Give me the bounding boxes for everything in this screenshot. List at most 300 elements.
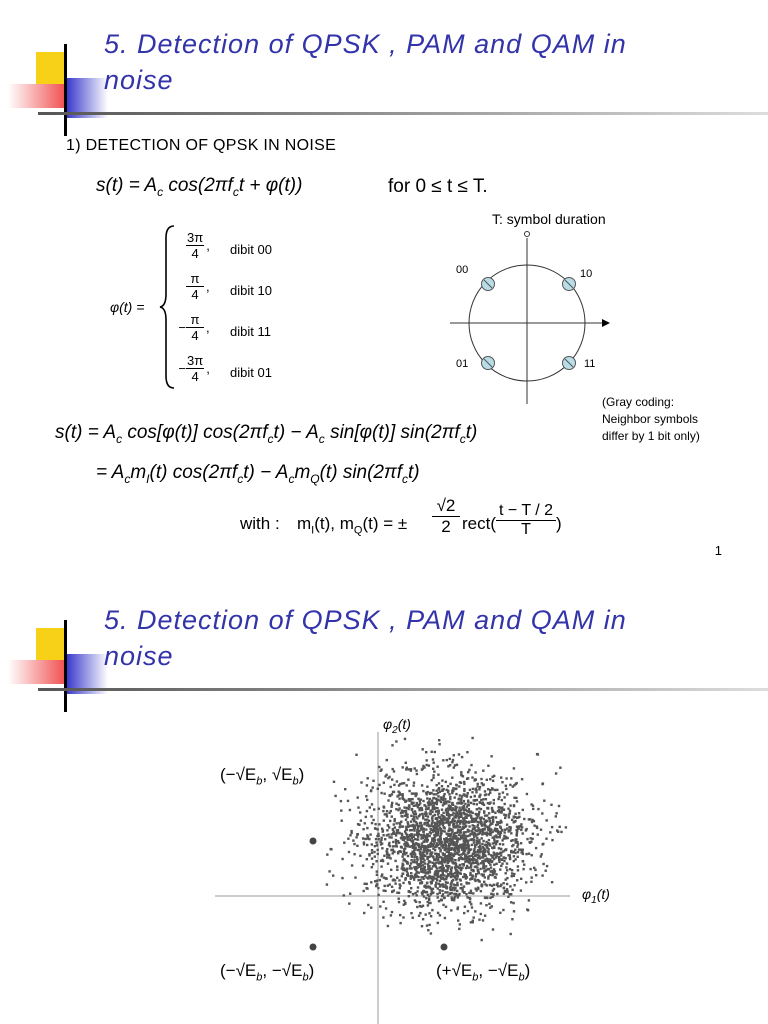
eq-part: (t), m xyxy=(314,514,354,533)
noise-sample xyxy=(493,852,495,854)
noise-sample xyxy=(372,780,374,782)
noise-sample xyxy=(513,873,515,875)
noise-sample xyxy=(468,845,470,847)
noise-sample xyxy=(498,853,500,855)
noise-sample xyxy=(467,861,469,863)
noise-sample xyxy=(419,814,421,816)
noise-sample xyxy=(430,932,432,934)
noise-sample xyxy=(458,928,460,930)
noise-sample xyxy=(551,826,553,828)
noise-sample xyxy=(493,802,495,804)
noise-sample xyxy=(456,822,458,824)
noise-sample xyxy=(498,806,500,808)
noise-sample xyxy=(532,808,534,810)
noise-sample xyxy=(500,854,502,856)
noise-sample xyxy=(413,878,415,880)
noise-sample xyxy=(457,845,459,847)
noise-sample xyxy=(442,759,444,761)
noise-sample xyxy=(417,864,419,866)
noise-sample xyxy=(360,781,362,783)
noise-sample xyxy=(511,875,513,877)
noise-sample xyxy=(423,766,425,768)
noise-sample xyxy=(473,916,475,918)
noise-sample xyxy=(434,823,436,825)
axis-sym: φ xyxy=(383,716,393,732)
noise-sample xyxy=(453,809,455,811)
frac-num: √2 xyxy=(432,496,460,517)
noise-sample xyxy=(378,823,380,825)
noise-sample xyxy=(474,778,476,780)
noise-sample xyxy=(438,816,440,818)
noise-sample xyxy=(470,892,472,894)
noise-sample xyxy=(502,791,504,793)
noise-sample xyxy=(492,893,494,895)
noise-sample xyxy=(479,801,481,803)
noise-sample xyxy=(512,902,514,904)
noise-sample xyxy=(503,887,505,889)
noise-sample xyxy=(399,922,401,924)
noise-sample xyxy=(373,851,375,853)
noise-sample xyxy=(456,784,458,786)
noise-sample xyxy=(444,891,446,893)
case-dibit: dibit 00 xyxy=(230,242,272,257)
noise-sample xyxy=(511,872,513,874)
case-den: 4 xyxy=(191,328,199,343)
noise-sample xyxy=(481,843,483,845)
noise-sample xyxy=(442,869,444,871)
noise-sample xyxy=(478,796,480,798)
noise-sample xyxy=(487,828,489,830)
noise-sample xyxy=(415,867,417,869)
noise-sample xyxy=(421,925,423,927)
noise-sample xyxy=(410,821,412,823)
noise-sample xyxy=(417,826,419,828)
noise-sample xyxy=(535,847,537,849)
noise-sample xyxy=(377,849,379,851)
noise-sample xyxy=(387,824,389,826)
noise-sample xyxy=(450,828,452,830)
noise-sample xyxy=(434,814,436,816)
noise-sample xyxy=(430,868,432,870)
noise-sample xyxy=(551,881,553,883)
noise-sample xyxy=(398,832,400,834)
note-line: (Gray coding: xyxy=(602,395,675,409)
noise-sample xyxy=(406,843,408,845)
noise-sample xyxy=(461,795,463,797)
noise-sample xyxy=(430,825,432,827)
noise-sample xyxy=(458,798,460,800)
noise-sample xyxy=(498,796,500,798)
noise-sample xyxy=(466,778,468,780)
noise-sample xyxy=(350,830,352,832)
noise-sample xyxy=(483,874,485,876)
noise-sample xyxy=(474,833,476,835)
noise-sample xyxy=(366,810,368,812)
noise-sample xyxy=(437,839,439,841)
case-sign: − xyxy=(178,320,186,335)
noise-sample xyxy=(478,919,480,921)
noise-sample xyxy=(445,838,447,840)
noise-sample xyxy=(517,869,519,871)
noise-sample xyxy=(502,850,504,852)
noise-sample xyxy=(419,879,421,881)
noise-sample xyxy=(380,875,382,877)
noise-sample xyxy=(475,791,477,793)
noise-sample xyxy=(442,821,444,823)
noise-sample xyxy=(413,782,415,784)
noise-sample xyxy=(388,812,390,814)
noise-sample xyxy=(383,855,385,857)
noise-sample xyxy=(456,806,458,808)
noise-sample xyxy=(473,878,475,880)
noise-sample xyxy=(402,798,404,800)
noise-sample xyxy=(457,866,459,868)
eq-part: t) xyxy=(465,422,478,443)
noise-sample xyxy=(451,831,453,833)
noise-sample xyxy=(464,906,466,908)
noise-sample xyxy=(431,779,433,781)
noise-sample xyxy=(424,835,426,837)
noise-sample xyxy=(419,912,421,914)
noise-sample xyxy=(439,892,441,894)
noise-sample xyxy=(521,826,523,828)
noise-sample xyxy=(478,829,480,831)
noise-sample xyxy=(422,845,424,847)
noise-sample xyxy=(432,855,434,857)
noise-sample xyxy=(378,808,380,810)
noise-sample xyxy=(370,790,372,792)
noise-sample xyxy=(439,880,441,882)
noise-sample xyxy=(487,875,489,877)
noise-sample xyxy=(391,891,393,893)
noise-sample xyxy=(366,784,368,786)
noise-sample xyxy=(516,800,518,802)
noise-sample xyxy=(421,842,423,844)
noise-sample xyxy=(439,861,441,863)
noise-sample xyxy=(426,882,428,884)
frac-den: 2 xyxy=(441,517,451,536)
noise-sample xyxy=(374,827,376,829)
label-01: 01 xyxy=(456,358,469,370)
noise-sample xyxy=(370,881,372,883)
noise-sample xyxy=(332,874,334,876)
x-axis-label xyxy=(582,886,610,906)
noise-sample xyxy=(488,903,490,905)
noise-sample xyxy=(436,766,438,768)
case-fraction xyxy=(186,271,204,302)
noise-sample xyxy=(425,876,427,878)
case-dibit: dibit 10 xyxy=(230,283,272,298)
noise-sample xyxy=(473,841,475,843)
noise-sample xyxy=(496,893,498,895)
noise-sample xyxy=(486,779,488,781)
noise-sample xyxy=(429,861,431,863)
noise-sample xyxy=(439,850,441,852)
noise-sample xyxy=(513,804,515,806)
noise-scatter-plot xyxy=(0,576,768,1024)
noise-sample xyxy=(492,928,494,930)
noise-sample xyxy=(429,902,431,904)
noise-sample xyxy=(426,793,428,795)
noise-sample xyxy=(432,758,434,760)
noise-sample xyxy=(500,827,502,829)
noise-sample xyxy=(386,848,388,850)
noise-sample xyxy=(416,773,418,775)
noise-sample xyxy=(405,800,407,802)
eq-part: m xyxy=(294,462,311,483)
noise-sample xyxy=(446,833,448,835)
noise-sample xyxy=(436,810,438,812)
noise-sample xyxy=(470,865,472,867)
noise-sample xyxy=(496,841,498,843)
noise-sample xyxy=(486,814,488,816)
noise-sample xyxy=(426,833,428,835)
title-line-1: 5. Detection of QPSK , PAM and QAM in xyxy=(104,605,627,635)
noise-sample xyxy=(382,901,384,903)
noise-sample xyxy=(402,795,404,797)
noise-sample xyxy=(468,850,470,852)
noise-sample xyxy=(403,851,405,853)
noise-sample xyxy=(426,858,428,860)
qpsk-constellation xyxy=(440,226,620,412)
noise-sample xyxy=(401,782,403,784)
noise-sample xyxy=(436,875,438,877)
noise-sample xyxy=(412,802,414,804)
noise-sample xyxy=(432,789,434,791)
noise-sample xyxy=(445,906,447,908)
phase-case-1: $\frac{\pi}{4}$ , dibit 10 xyxy=(176,271,210,302)
noise-sample xyxy=(536,825,538,827)
noise-sample xyxy=(485,798,487,800)
noise-sample xyxy=(448,865,450,867)
noise-sample xyxy=(456,878,458,880)
noise-sample xyxy=(499,843,501,845)
noise-sample xyxy=(526,838,528,840)
noise-sample xyxy=(509,858,511,860)
noise-sample xyxy=(537,808,539,810)
noise-sample xyxy=(518,812,520,814)
noise-sample xyxy=(493,872,495,874)
noise-sample xyxy=(411,809,413,811)
noise-sample xyxy=(530,881,532,883)
noise-sample xyxy=(396,822,398,824)
noise-sample xyxy=(500,820,502,822)
noise-sample xyxy=(476,814,478,816)
noise-sample xyxy=(353,843,355,845)
noise-sample xyxy=(433,762,435,764)
noise-sample xyxy=(348,902,350,904)
noise-sample xyxy=(377,853,379,855)
noise-sample xyxy=(457,895,459,897)
noise-sample xyxy=(428,764,430,766)
noise-sample xyxy=(469,814,471,816)
noise-sample xyxy=(419,822,421,824)
noise-sample xyxy=(453,897,455,899)
noise-sample xyxy=(505,872,507,874)
noise-sample xyxy=(423,823,425,825)
noise-sample xyxy=(347,800,349,802)
noise-sample xyxy=(531,838,533,840)
noise-sample xyxy=(559,767,561,769)
axis-sub: 2 xyxy=(392,724,398,736)
noise-sample xyxy=(442,797,444,799)
noise-sample xyxy=(434,829,436,831)
noise-sample xyxy=(460,879,462,881)
noise-sample xyxy=(390,836,392,838)
noise-sample xyxy=(441,857,443,859)
noise-sample xyxy=(471,776,473,778)
noise-sample xyxy=(380,768,382,770)
noise-sample xyxy=(447,894,449,896)
noise-sample xyxy=(522,860,524,862)
noise-sample xyxy=(362,865,364,867)
noise-sample xyxy=(406,807,408,809)
noise-sample xyxy=(460,814,462,816)
case-den: 4 xyxy=(191,287,199,302)
noise-sample xyxy=(487,788,489,790)
noise-sample xyxy=(513,797,515,799)
noise-sample xyxy=(411,829,413,831)
noise-sample xyxy=(496,789,498,791)
symbol-duration-note: T: symbol duration xyxy=(492,211,606,227)
noise-sample xyxy=(443,886,445,888)
noise-sample xyxy=(447,790,449,792)
noise-sample xyxy=(491,855,493,857)
noise-sample xyxy=(501,781,503,783)
noise-sample xyxy=(487,765,489,767)
noise-sample xyxy=(451,777,453,779)
noise-sample xyxy=(449,844,451,846)
noise-sample xyxy=(452,841,454,843)
eq-part: sin[φ(t)] sin(2πf xyxy=(330,422,460,443)
noise-sample xyxy=(451,790,453,792)
noise-sample xyxy=(437,896,439,898)
case-fraction xyxy=(186,353,204,384)
noise-sample xyxy=(555,812,557,814)
noise-sample xyxy=(428,924,430,926)
noise-sample xyxy=(372,819,374,821)
noise-sample xyxy=(396,892,398,894)
noise-sample xyxy=(466,814,468,816)
noise-sample xyxy=(433,802,435,804)
noise-sample xyxy=(437,795,439,797)
noise-sample xyxy=(542,782,544,784)
noise-sample xyxy=(395,842,397,844)
eq-part: s(t) = A xyxy=(96,175,158,196)
noise-sample xyxy=(463,809,465,811)
noise-sample xyxy=(409,839,411,841)
noise-sample xyxy=(386,834,388,836)
noise-sample xyxy=(387,777,389,779)
noise-sample xyxy=(405,832,407,834)
noise-sample xyxy=(442,883,444,885)
noise-sample xyxy=(443,874,445,876)
noise-sample xyxy=(449,764,451,766)
noise-sample xyxy=(460,883,462,885)
noise-sample xyxy=(397,852,399,854)
noise-sample xyxy=(513,784,515,786)
noise-sample xyxy=(380,843,382,845)
noise-sample xyxy=(464,794,466,796)
noise-sample xyxy=(427,791,429,793)
noise-sample xyxy=(435,882,437,884)
noise-sample xyxy=(413,856,415,858)
noise-sample xyxy=(421,784,423,786)
noise-sample xyxy=(484,897,486,899)
noise-sample xyxy=(410,872,412,874)
noise-sample xyxy=(475,844,477,846)
eq-part: m xyxy=(297,514,312,533)
noise-sample xyxy=(469,789,471,791)
noise-sample xyxy=(499,831,501,833)
case-dibit: dibit 11 xyxy=(230,324,271,339)
noise-sample xyxy=(388,844,390,846)
noise-sample xyxy=(454,859,456,861)
noise-sample xyxy=(506,827,508,829)
noise-sample xyxy=(506,793,508,795)
noise-sample xyxy=(359,855,361,857)
noise-sample xyxy=(516,879,518,881)
noise-sample xyxy=(490,829,492,831)
noise-sample xyxy=(446,759,448,761)
noise-sample xyxy=(368,854,370,856)
expand-equation-2: = $A_cm_I(t) \cos(2\pi f_ct) - A_cm_Q(t)$ $\sin(2\pi f_ct)$ xyxy=(96,462,420,486)
eq-part: (t) sin(2πf xyxy=(319,462,403,483)
noise-sample xyxy=(477,785,479,787)
noise-sample xyxy=(415,769,417,771)
noise-sample xyxy=(514,858,516,860)
noise-sample xyxy=(407,855,409,857)
noise-sample xyxy=(396,866,398,868)
noise-sample xyxy=(413,859,415,861)
case-fraction xyxy=(186,230,204,261)
noise-sample xyxy=(416,802,418,804)
noise-sample xyxy=(468,821,470,823)
noise-sample xyxy=(406,767,408,769)
noise-sample xyxy=(388,795,390,797)
noise-sample xyxy=(451,857,453,859)
case-num: 3π xyxy=(187,353,204,368)
noise-sample xyxy=(408,804,410,806)
noise-sample xyxy=(453,823,455,825)
noise-sample xyxy=(479,868,481,870)
noise-sample xyxy=(427,850,429,852)
slide-2 xyxy=(0,576,768,1024)
noise-sample xyxy=(509,812,511,814)
noise-sample xyxy=(471,878,473,880)
noise-sample xyxy=(507,830,509,832)
noise-sample xyxy=(473,850,475,852)
noise-sample xyxy=(467,829,469,831)
noise-sample xyxy=(506,888,508,890)
noise-sample xyxy=(493,829,495,831)
noise-sample xyxy=(400,846,402,848)
noise-sample xyxy=(473,862,475,864)
noise-sample xyxy=(512,844,514,846)
noise-sample xyxy=(504,817,506,819)
noise-sample xyxy=(559,826,561,828)
noise-sample xyxy=(487,868,489,870)
noise-sample xyxy=(418,807,420,809)
noise-sample xyxy=(509,854,511,856)
noise-sample xyxy=(355,836,357,838)
noise-sample xyxy=(391,778,393,780)
noise-sample xyxy=(498,793,500,795)
label-lower-right: ($+√E_b$, $-√E_b$) xyxy=(436,961,531,984)
noise-sample xyxy=(461,887,463,889)
noise-sample xyxy=(449,856,451,858)
noise-sample xyxy=(517,843,519,845)
